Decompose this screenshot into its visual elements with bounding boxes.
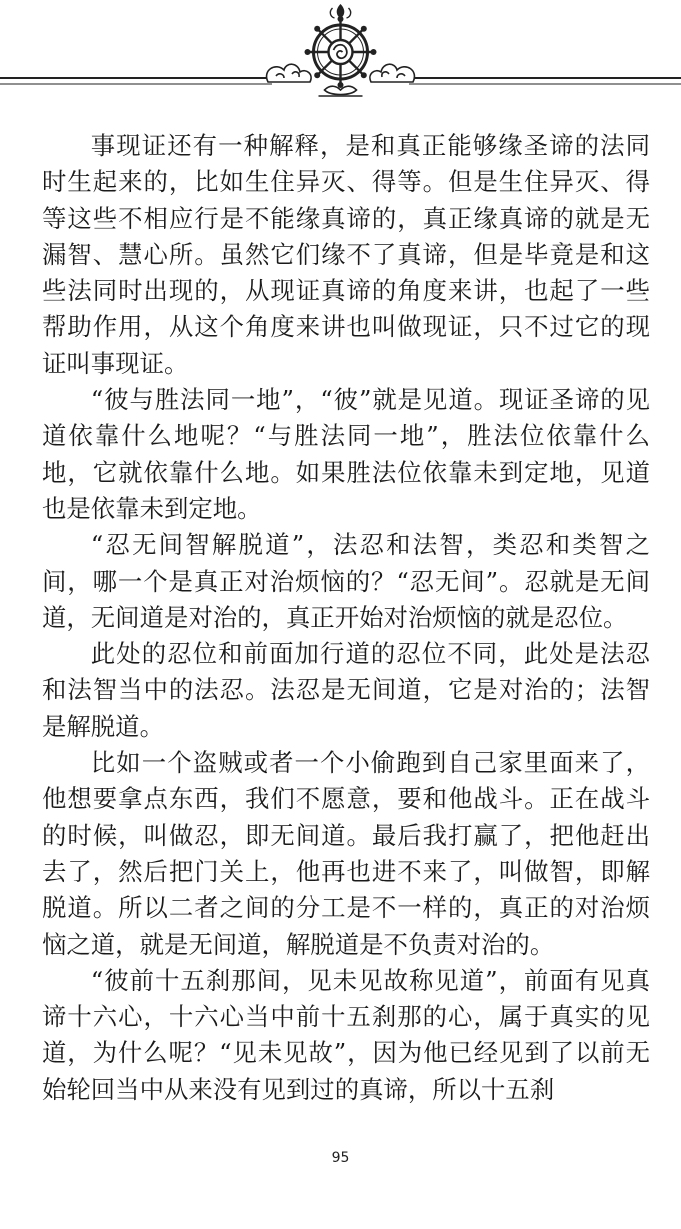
main-text [42,128,650,1108]
header-ornament [0,0,681,110]
dharma-wheel-icon [305,4,377,96]
paragraph: 此处的忍位和前面加行道的忍位不同，此处是法忍和法智当中的法忍。法忍是无间道，它是对治的；法智是解脱道。 [42,639,650,741]
cloud-scroll-right-icon [370,64,415,82]
cloud-scroll-left-icon [267,64,312,82]
paragraph: 事现证还有一种解释，是和真正能够缘圣谛的法同时生起来的，比如生住异灭、得等。但是生住异灭、得等这些不相应行是不能缘真谛的，真正缘真谛的就是无漏智、慧心所。虽然它们缘不了真谛，但是毕竟是和这些法同时出现的，从现证真谛的角度来讲，也起了一些帮助作用，从这个角度来讲也叫做现证，只不过它的现证叫事现证。 [42,131,650,378]
paragraph: “彼前十五刹那间，见未见故称见道”，前面有见真谛十六心，十六心当中前十五刹那的心，属于真实的见道，为什么呢？“见未见故”，因为他已经见到了以前无始轮回当中从来没有见到过的真谛，所以十五刹 [42,965,650,1104]
paragraph: “彼与胜法同一地”，“彼”就是见道。现证圣谛的见道依靠什么地呢？“与胜法同一地”，胜法位依靠什么地，它就依靠什么地。如果胜法位依靠未到定地，见道也是依靠未到定地。 [42,385,650,523]
page-header [0,0,681,110]
paragraph: “忍无间智解脱道”，法忍和法智，类忍和类智之间，哪一个是真正对治烦恼的？“忍无间”。忍就是无间道，无间道是对治的，真正开始对治烦恼的就是忍位。 [42,530,650,632]
paragraph: 比如一个盗贼或者一个小偷跑到自己家里面来了，他想要拿点东西，我们不愿意，要和他战斗。正在战斗的时候，叫做忍，即无间道。最后我打赢了，把他赶出去了，然后把门关上，他再也进不来了，叫做智，即解脱道。所以二者之间的分工是不一样的，真正的对治烦恼之道，就是无间道，解脱道是不负责对治的。 [42,748,650,959]
page-number: 95 [331,1150,350,1166]
